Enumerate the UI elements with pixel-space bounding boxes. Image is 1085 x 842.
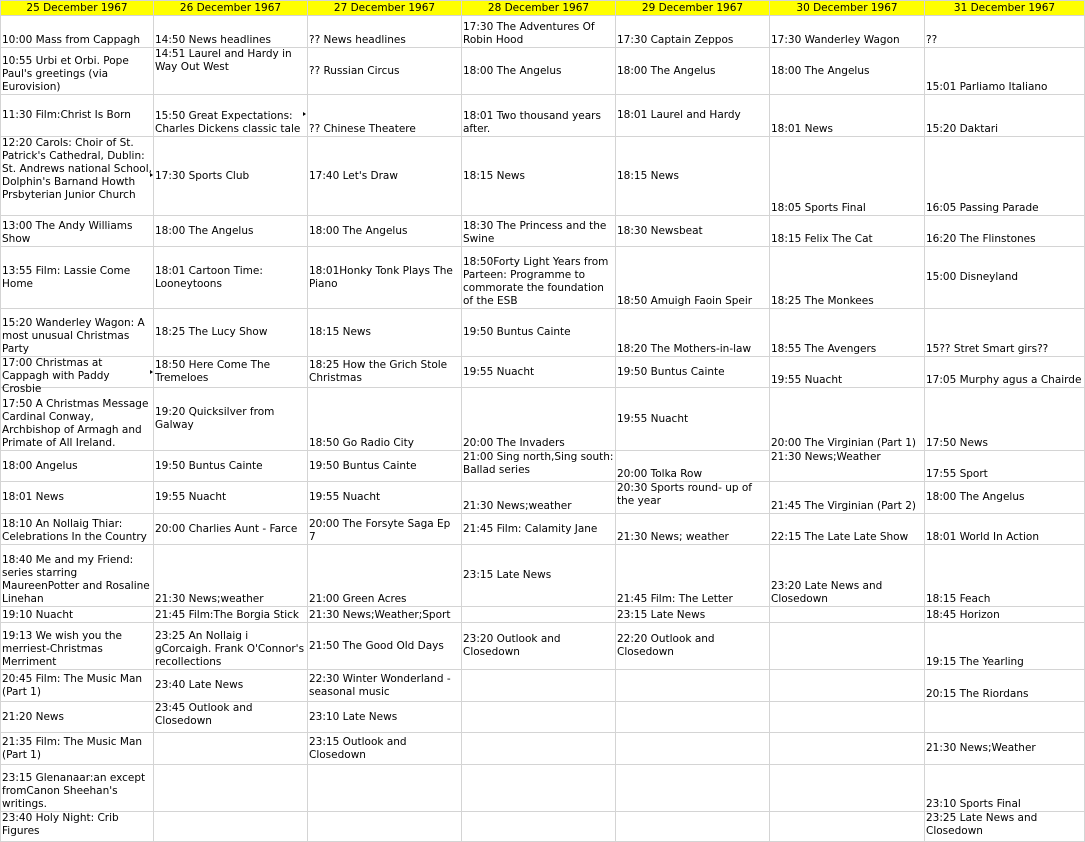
schedule-cell [154, 733, 308, 765]
cell-text: 18:01 News [2, 491, 64, 503]
cell-text: 18:25 The Monkees [771, 295, 874, 307]
cell-text: 17:40 Let's Draw [309, 169, 398, 182]
cell-text: 18:00 The Angelus [463, 64, 562, 77]
schedule-cell [1, 812, 154, 842]
schedule-cell [154, 623, 308, 670]
schedule-cell [770, 812, 925, 842]
schedule-cell [462, 607, 616, 623]
schedule-cell [616, 388, 770, 451]
cell-text: 17:30 Wanderley Wagon [771, 34, 900, 46]
schedule-cell [770, 216, 925, 247]
cell-text: 13:00 The Andy Williams Show [2, 220, 133, 245]
table-row [1, 514, 1085, 545]
schedule-cell [616, 733, 770, 765]
cell-text: 21:30 News;Weather;Sport [309, 609, 451, 621]
table-row [1, 765, 1085, 812]
cell-text: 23:15 Glenanaar:an except fromCanon Sheehan's writings. [2, 772, 146, 810]
cell-text: 19:55 Nuacht [617, 412, 689, 425]
cell-text: 20:00 Tolka Row [617, 468, 703, 480]
schedule-cell [462, 16, 616, 48]
schedule-cell [308, 702, 462, 733]
schedule-cell [925, 670, 1085, 702]
cell-text: ?? [926, 34, 938, 46]
cell-text: 21:30 News;weather [155, 593, 264, 605]
schedule-cell [616, 765, 770, 812]
schedule-cell [770, 765, 925, 812]
cell-text: 18:15 News [617, 169, 679, 182]
cell-text: 20:00 Charlies Aunt - Farce [155, 522, 298, 535]
schedule-cell [154, 357, 308, 388]
schedule-cell [308, 216, 462, 247]
cell-text: 21:30 News;weather [463, 500, 572, 512]
schedule-cell [925, 812, 1085, 842]
schedule-cell [462, 357, 616, 388]
cell-text: 18:50 Go Radio City [309, 437, 414, 449]
schedule-cell [925, 607, 1085, 623]
schedule-cell [925, 16, 1085, 48]
cell-text: 18:01Honky Tonk Plays The Piano [309, 264, 453, 290]
cell-text: 18:15 News [463, 169, 525, 182]
schedule-cell [925, 451, 1085, 482]
schedule-cell [1, 514, 154, 545]
schedule-cell [770, 451, 925, 482]
cell-text: 19:15 The Yearling [926, 656, 1024, 668]
cell-text: 18:00 The Angelus [309, 224, 408, 237]
schedule-cell [154, 309, 308, 357]
cell-text: 17:30 Captain Zeppos [617, 34, 734, 46]
cell-text: ?? Russian Circus [309, 64, 400, 77]
schedule-cell [925, 765, 1085, 812]
cell-text: 20:30 Sports round- up of the year [617, 482, 752, 507]
cell-text: 15:50 Great Expectations: Charles Dickens classic tale [155, 110, 301, 135]
date-header: 28 December 1967 [462, 1, 616, 16]
cell-text: 18:01 World In Action [926, 531, 1039, 543]
cell-text: 17:30 The Adventures Of Robin Hood [463, 21, 595, 46]
cell-text: 19:55 Nuacht [771, 374, 843, 386]
cell-text: 18:00 The Angelus [771, 64, 870, 77]
date-header: 25 December 1967 [1, 1, 154, 16]
table-row [1, 16, 1085, 48]
cell-text: 18:00 Angelus [2, 459, 78, 472]
schedule-cell [462, 137, 616, 216]
cell-text: 14:50 News headlines [155, 34, 271, 46]
cell-text: 18:01 News [771, 123, 833, 135]
cell-text: 21:35 Film: The Music Man (Part 1) [2, 735, 143, 761]
cell-text: 20:15 The Riordans [926, 688, 1029, 700]
cell-text: 18:50 Amuigh Faoin Speir [617, 295, 753, 307]
cell-text: 18:15 News [309, 326, 371, 338]
cell-text: 18:25 The Lucy Show [155, 326, 268, 338]
date-header: 27 December 1967 [308, 1, 462, 16]
cell-text: 21:00 Sing north,Sing south: Ballad series [463, 451, 614, 476]
schedule-cell [1, 357, 154, 395]
cell-text: 23:45 Outlook and Closedown [155, 702, 253, 727]
overflow-marker-icon [303, 112, 306, 116]
cell-text: 23:25 An Nollaig i gCorcaigh. Frank O'Connor's recollections [155, 630, 305, 668]
schedule-cell [154, 482, 308, 514]
schedule-cell [1, 388, 154, 451]
schedule-cell [616, 247, 770, 309]
schedule-cell [925, 247, 1085, 309]
schedule-cell [925, 95, 1085, 137]
cell-text: 10:00 Mass from Cappagh [2, 34, 140, 46]
cell-text: 23:20 Outlook and Closedown [463, 633, 561, 658]
schedule-cell [925, 216, 1085, 247]
schedule-cell [1, 702, 154, 733]
schedule-cell [154, 670, 308, 702]
schedule-cell [1, 95, 154, 137]
schedule-cell [462, 514, 616, 545]
table-row [1, 95, 1085, 137]
schedule-cell [770, 95, 925, 137]
schedule-cell [462, 247, 616, 309]
cell-text: 18:25 How the Grich Stole Christmas [309, 359, 448, 384]
schedule-cell [925, 388, 1085, 451]
cell-text: 18:00 The Angelus [926, 491, 1025, 503]
schedule-cell [770, 247, 925, 309]
schedule-cell [308, 388, 462, 451]
cell-text: 19:13 We wish you the merriest-Christmas Merriment [2, 630, 122, 668]
schedule-cell [308, 545, 462, 607]
table-row [1, 388, 1085, 451]
table-row [1, 137, 1085, 216]
schedule-cell [1, 216, 154, 247]
cell-text: 20:00 The Virginian (Part 1) [771, 437, 916, 449]
schedule-cell [616, 48, 770, 95]
cell-text: 17:00 Christmas at Cappagh with Paddy Crosbie [2, 357, 110, 395]
schedule-cell [308, 48, 462, 95]
cell-text: 11:30 Film:Christ Is Born [2, 109, 131, 121]
schedule-cell [616, 545, 770, 607]
cell-text: 15:01 Parliamo Italiano [926, 81, 1048, 93]
schedule-cell [154, 247, 308, 309]
schedule-cell [154, 607, 308, 623]
cell-text: 21:30 News;Weather [771, 451, 881, 463]
cell-text: 23:15 Late News [617, 609, 706, 621]
schedule-cell [616, 482, 770, 514]
table-row [1, 482, 1085, 514]
schedule-cell [154, 451, 308, 482]
date-header: 30 December 1967 [770, 1, 925, 16]
schedule-cell [616, 95, 770, 137]
cell-text: 18:01 Two thousand years after. [463, 110, 601, 135]
cell-text: 20:45 Film: The Music Man (Part 1) [2, 672, 143, 698]
schedule-cell [770, 623, 925, 670]
schedule-cell [308, 357, 462, 388]
schedule-cell [154, 812, 308, 842]
cell-text: 23:40 Holy Night: Crib Figures [2, 812, 119, 837]
cell-text: 12:20 Carols: Choir of St. Patrick's Cathedral, Dublin: St. Andrews national School, Dolphin's Barnand Howth Prsbyterian Junior Church [2, 137, 152, 201]
schedule-cell [462, 216, 616, 247]
schedule-cell [1, 309, 154, 357]
cell-text: 23:20 Late News and Closedown [771, 580, 883, 605]
cell-text: 18:15 Felix The Cat [771, 233, 873, 245]
cell-text: 18:10 An Nollaig Thiar: Celebrations In the Country [2, 518, 147, 543]
schedule-cell [616, 451, 770, 482]
cell-text: 15:00 Disneyland [926, 271, 1019, 283]
schedule-cell [925, 733, 1085, 765]
cell-text: 20:00 The Invaders [463, 437, 565, 449]
cell-text: 18:05 Sports Final [771, 202, 866, 214]
schedule-cell [770, 545, 925, 607]
cell-text: 21:30 News; weather [617, 531, 729, 543]
schedule-cell [308, 514, 462, 545]
cell-text: 17:55 Sport [926, 468, 988, 480]
schedule-cell [308, 309, 462, 357]
schedule-cell [616, 357, 770, 388]
cell-text: 19:50 Buntus Cainte [463, 326, 571, 338]
cell-text: 23:25 Late News and Closedown [926, 812, 1038, 837]
schedule-cell [925, 48, 1085, 95]
cell-text: 23:10 Late News [309, 710, 398, 723]
table-row [1, 545, 1085, 607]
cell-text: 15:20 Wanderley Wagon: A most unusual Christmas Party [2, 317, 145, 355]
schedule-cell [770, 357, 925, 388]
cell-text: 18:55 The Avengers [771, 343, 877, 355]
cell-text: 23:10 Sports Final [926, 798, 1021, 810]
date-header: 26 December 1967 [154, 1, 308, 16]
cell-text: 19:55 Nuacht [463, 365, 535, 378]
cell-text: 17:50 A Christmas Message Cardinal Conway, Archbishop of Armagh and Primate of All Ireland. [2, 398, 149, 449]
schedule-cell [616, 702, 770, 733]
schedule-cell [1, 451, 154, 482]
schedule-cell [462, 482, 616, 514]
schedule-cell [616, 514, 770, 545]
cell-text: 21:00 Green Acres [309, 593, 407, 605]
table-row [1, 812, 1085, 842]
header-row [1, 1, 1085, 16]
schedule-cell [154, 702, 308, 733]
schedule-cell [770, 514, 925, 545]
schedule-cell [154, 545, 308, 607]
cell-text: 18:20 The Mothers-in-law [617, 343, 752, 355]
schedule-cell [770, 733, 925, 765]
schedule-cell [925, 137, 1085, 216]
cell-text: 18:30 Newsbeat [617, 224, 703, 237]
cell-text: 13:55 Film: Lassie Come Home [2, 264, 131, 290]
cell-text: 19:50 Buntus Cainte [617, 365, 725, 378]
schedule-cell [154, 95, 308, 137]
cell-text: 21:45 The Virginian (Part 2) [771, 500, 916, 512]
cell-text: 22:15 The Late Late Show [771, 531, 909, 543]
schedule-cell [462, 623, 616, 670]
schedule-cell [462, 95, 616, 137]
schedule-cell [770, 309, 925, 357]
cell-text: 21:30 News;Weather [926, 742, 1036, 754]
cell-text: 17:50 News [926, 437, 988, 449]
cell-text: 23:15 Late News [463, 569, 552, 581]
schedule-cell [154, 16, 308, 48]
table-row [1, 623, 1085, 670]
schedule-cell [925, 545, 1085, 607]
schedule-cell [1, 623, 154, 670]
schedule-cell [308, 670, 462, 702]
schedule-cell [616, 670, 770, 702]
date-header: 29 December 1967 [616, 1, 770, 16]
schedule-cell [154, 137, 308, 216]
schedule-cell [1, 48, 154, 95]
cell-text: 19:50 Buntus Cainte [309, 459, 417, 472]
schedule-cell [462, 48, 616, 95]
cell-text: 18:01 Laurel and Hardy [617, 109, 741, 121]
schedule-cell [1, 733, 154, 765]
schedule-cell [925, 702, 1085, 733]
schedule-cell [154, 216, 308, 247]
cell-text: 16:05 Passing Parade [926, 202, 1039, 214]
schedule-cell [308, 16, 462, 48]
cell-text: 19:55 Nuacht [155, 491, 227, 503]
schedule-cell [462, 309, 616, 357]
schedule-cell [616, 812, 770, 842]
overflow-marker-icon [150, 370, 153, 374]
table-row [1, 309, 1085, 357]
schedule-cell [770, 670, 925, 702]
schedule-cell [1, 137, 154, 216]
cell-text: 19:10 Nuacht [2, 609, 74, 621]
cell-text: 19:55 Nuacht [309, 491, 381, 503]
cell-text: 18:00 The Angelus [155, 224, 254, 237]
schedule-cell [308, 482, 462, 514]
schedule-cell [462, 702, 616, 733]
schedule-cell [308, 623, 462, 670]
cell-text: 14:51 Laurel and Hardy in Way Out West [155, 48, 292, 73]
cell-text: 10:55 Urbi et Orbi. Pope Paul's greetings (via Eurovision) [2, 55, 129, 93]
cell-text: 18:00 The Angelus [617, 64, 716, 77]
schedule-cell [616, 137, 770, 216]
schedule-cell [616, 309, 770, 357]
schedule-cell [308, 95, 462, 137]
schedule-cell [1, 765, 154, 812]
schedule-cell [770, 482, 925, 514]
cell-text: 23:15 Outlook and Closedown [309, 735, 407, 761]
schedule-cell [462, 812, 616, 842]
table-row [1, 216, 1085, 247]
schedule-cell [1, 670, 154, 702]
cell-text: 22:30 Winter Wonderland - seasonal music [309, 672, 451, 698]
table-row [1, 247, 1085, 309]
schedule-cell [616, 607, 770, 623]
table-row [1, 670, 1085, 702]
table-row [1, 702, 1085, 733]
schedule-cell [770, 607, 925, 623]
schedule-cell [616, 216, 770, 247]
schedule-cell [154, 514, 308, 545]
schedule-cell [308, 733, 462, 765]
schedule-cell [154, 388, 308, 451]
cell-text: 21:45 Film: Calamity Jane [463, 522, 598, 535]
cell-text: 17:30 Sports Club [155, 169, 250, 182]
schedule-cell [154, 765, 308, 812]
schedule-cell [1, 247, 154, 309]
cell-text: 22:20 Outlook and Closedown [617, 633, 715, 658]
schedule-cell [308, 137, 462, 216]
schedule-cell [770, 388, 925, 451]
table-row [1, 451, 1085, 482]
cell-text: 18:50Forty Light Years from Parteen: Programme to commorate the foundation of the ESB [463, 256, 609, 307]
cell-text: 23:40 Late News [155, 679, 244, 691]
table-row [1, 357, 1085, 388]
cell-text: 18:15 Feach [926, 593, 991, 605]
cell-text: ?? Chinese Theatere [309, 123, 416, 135]
cell-text: 21:45 Film:The Borgia Stick [155, 609, 300, 621]
schedule-cell [770, 48, 925, 95]
cell-text: 19:20 Quicksilver from Galway [155, 406, 275, 431]
date-header: 31 December 1967 [925, 1, 1085, 16]
cell-text: 17:05 Murphy agus a Chairde [926, 374, 1082, 386]
table-row [1, 607, 1085, 623]
cell-text: 21:50 The Good Old Days [309, 639, 444, 652]
schedule-cell [308, 247, 462, 309]
schedule-cell [925, 514, 1085, 545]
schedule-cell [308, 765, 462, 812]
schedule-cell [308, 812, 462, 842]
cell-text: 18:45 Horizon [926, 609, 1000, 621]
schedule-cell [462, 451, 616, 482]
cell-text: 21:45 Film: The Letter [617, 593, 733, 605]
schedule-cell [308, 451, 462, 482]
schedule-cell [770, 702, 925, 733]
schedule-cell [1, 16, 154, 48]
schedule-cell [770, 137, 925, 216]
schedule-cell [616, 623, 770, 670]
schedule-cell [1, 545, 154, 607]
schedule-cell [462, 765, 616, 812]
schedule-cell [925, 309, 1085, 357]
cell-text: 15:20 Daktari [926, 123, 998, 135]
cell-text: 20:00 The Forsyte Saga Ep 7 [309, 518, 451, 543]
schedule-cell [616, 16, 770, 48]
cell-text: 18:40 Me and my Friend: series starring MaureenPotter and Rosaline Linehan [2, 554, 150, 605]
schedule-cell [308, 607, 462, 623]
cell-text: 15?? Stret Smart girs?? [926, 343, 1049, 355]
cell-text: 18:01 Cartoon Time: Looneytoons [155, 264, 263, 290]
table-row [1, 48, 1085, 95]
cell-text: 21:20 News [2, 710, 64, 723]
schedule-cell [925, 482, 1085, 514]
table-row [1, 733, 1085, 765]
schedule-cell [1, 482, 154, 514]
cell-text: ?? News headlines [309, 34, 406, 46]
schedule-cell [462, 670, 616, 702]
cell-text: 16:20 The Flinstones [926, 233, 1036, 245]
schedule-cell [925, 357, 1085, 388]
cell-text: 19:50 Buntus Cainte [155, 459, 263, 472]
schedule-cell [925, 623, 1085, 670]
schedule-cell [462, 733, 616, 765]
cell-text: 18:30 The Princess and the Swine [463, 220, 607, 245]
overflow-marker-icon [150, 173, 153, 177]
schedule-cell [1, 607, 154, 623]
schedule-cell [154, 48, 308, 95]
schedule-cell [770, 16, 925, 48]
schedule-cell [462, 545, 616, 607]
cell-text: 18:50 Here Come The Tremeloes [155, 359, 271, 384]
schedule-cell [462, 388, 616, 451]
